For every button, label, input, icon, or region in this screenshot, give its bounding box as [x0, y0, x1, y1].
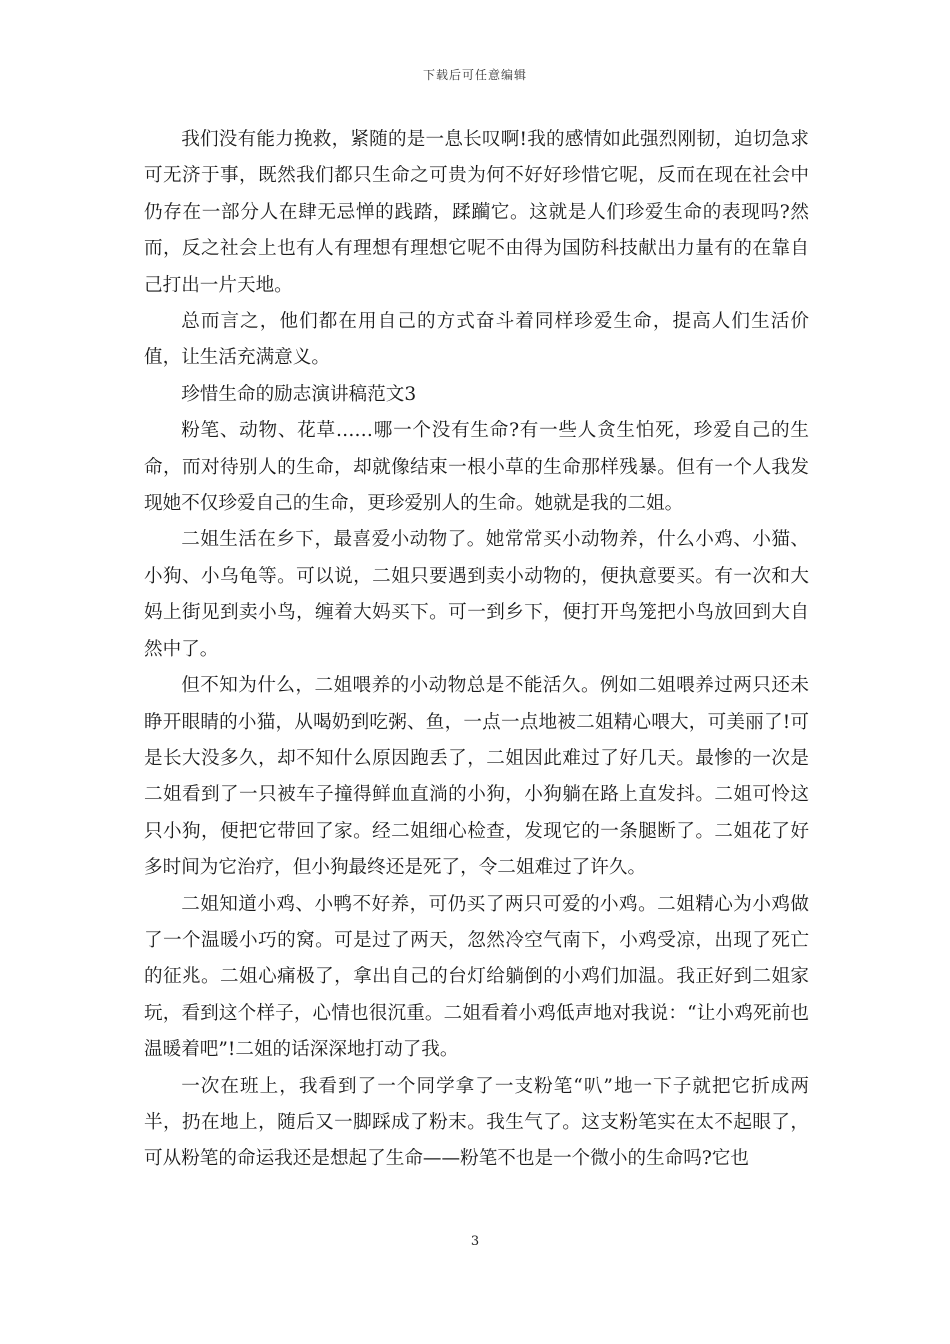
paragraph-7: 一次在班上，我看到了一个同学拿了一支粉笔“叭”地一下子就把它折成两半，扔在地上，随后又一脚踩成了粉末。我生气了。这支粉笔实在太不起眼了，可从粉笔的命运我还是想起了生命——粉笔不也是一个微小的生命吗?它也 [144, 1075, 809, 1170]
page-header: 下载后可任意编辑 [422, 68, 527, 82]
paragraph-3: 粉笔、动物、花草……哪一个没有生命?有一些人贪生怕死，珍爱自己的生命，而对待别人的生命，却就像结束一根小草的生命那样残暴。但有一个人我发现她不仅珍爱自己的生命，更珍爱别人的生命。她就是我的二姐。 [144, 420, 809, 515]
paragraph-1: 我们没有能力挽救，紧随的是一息长叹啊!我的感情如此强烈刚韧，迫切急求可无济于事，既然我们都只生命之可贵为何不好好珍惜它呢，反而在现在社会中仍存在一部分人在肆无忌惮的践踏，蹂躏它。这就是人们珍爱生命的表现吗?然而，反之社会上也有人有理想有理想它呢不由得为国防科技献出力量有的在靠自己打出一片天地。 [144, 129, 809, 296]
document-body [144, 122, 809, 1178]
paragraph-2: 总而言之，他们都在用自己的方式奋斗着同样珍爱生命，提高人们生活价值，让生活充满意义。 [144, 311, 809, 369]
paragraph-6: 二姐知道小鸡、小鸭不好养，可仍买了两只可爱的小鸡。二姐精心为小鸡做了一个温暖小巧的窝。可是过了两天，忽然冷空气南下，小鸡受凉，出现了死亡的征兆。二姐心痛极了，拿出自己的台灯给躺倒的小鸡们加温。我正好到二姐家玩，看到这个样子，心情也很沉重。二姐看着小鸡低声地对我说：“让小鸡死前也温暖着吧”!二姐的话深深地打动了我。 [144, 893, 809, 1061]
paragraph-4: 二姐生活在乡下，最喜爱小动物了。她常常买小动物养，什么小鸡、小猫、小狗、小乌龟等。可以说，二姐只要遇到卖小动物的，便执意要买。有一次和大妈上街见到卖小鸟，缠着大妈买下。可一到乡下，便打开鸟笼把小鸟放回到大自然中了。 [144, 529, 809, 660]
section-title: 珍惜生命的励志演讲稿范文3 [181, 383, 417, 405]
page-number: 3 [470, 1234, 480, 1249]
paragraph-5: 但不知为什么，二姐喂养的小动物总是不能活久。例如二姐喂养过两只还未睁开眼睛的小猫，从喝奶到吃粥、鱼，一点一点地被二姐精心喂大，可美丽了!可是长大没多久，却不知什么原因跑丢了，二姐因此难过了好几天。最惨的一次是二姐看到了一只被车子撞得鲜血直淌的小狗，小狗躺在路上直发抖。二姐可怜这只小狗，便把它带回了家。经二姐细心检查，发现它的一条腿断了。二姐花了好多时间为它治疗，但小狗最终还是死了，令二姐难过了许久。 [144, 675, 809, 879]
